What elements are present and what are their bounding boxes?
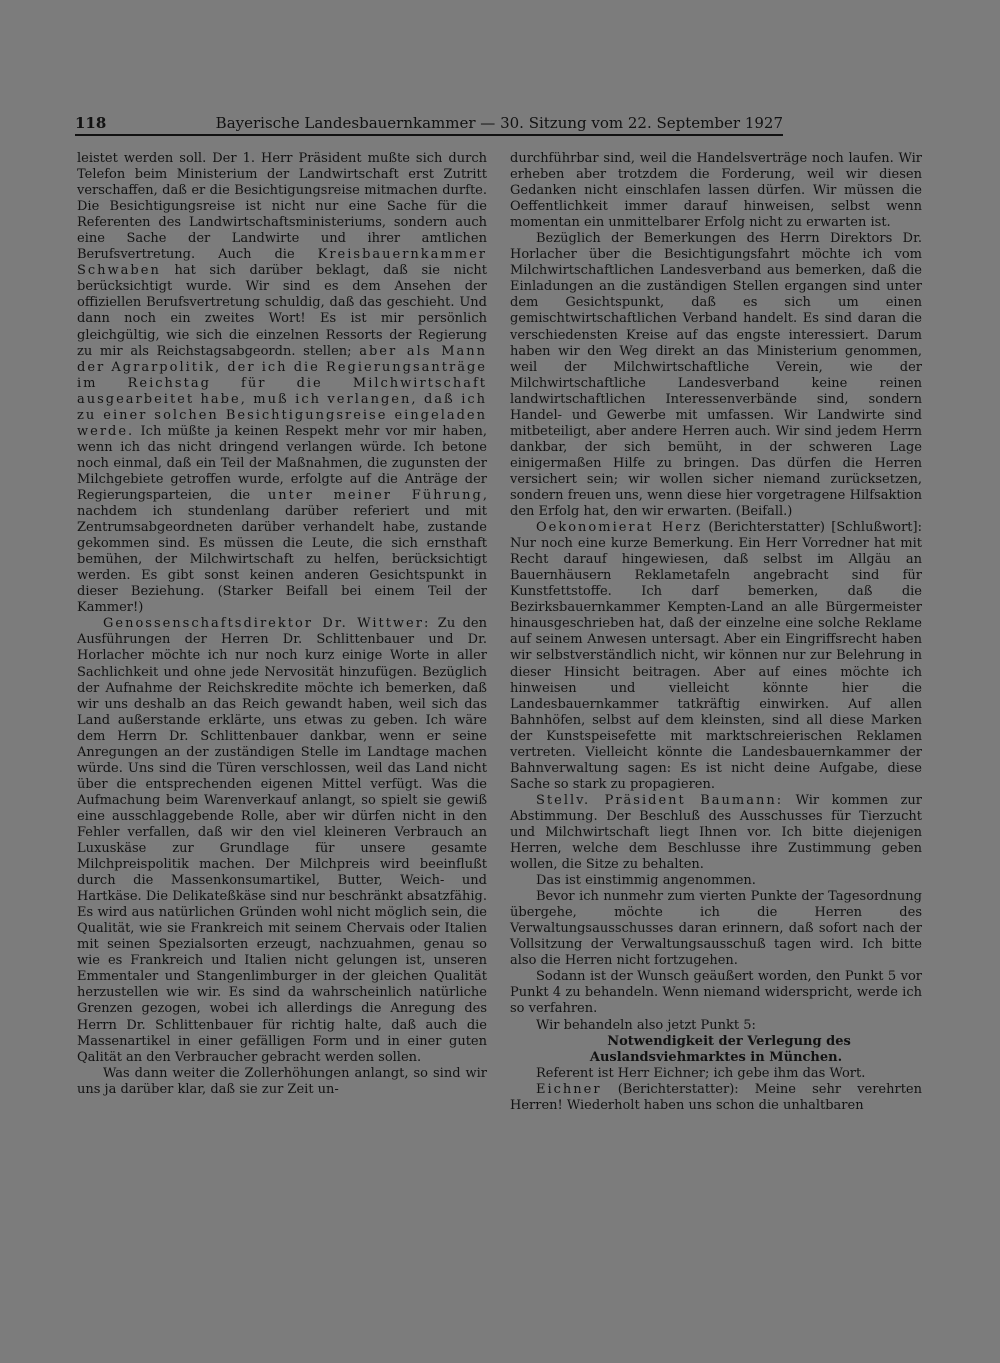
speaker-name: Oekonomierat Herz [536,520,703,536]
paragraph: Was dann weiter die Zollerhöhungen anlangt, so sind wir uns ja darüber klar, daß sie zur Zeit un- [77,1065,487,1097]
spaced-text: unter meiner Führung [267,487,483,503]
text-run: hat sich darüber beklagt, daß sie nicht berücksichtigt wurde. Wir sind es dem Ansehen der offiziellen Berufsvertretung schuldig, daß das geschieht. Und dann noch ein zweites Wort! Es ist mir persönlich gleichgültig, wie sich die einzelnen Ressorts der Regierung zu mir als Reichstagsabgeordn. stellen; [77,263,487,359]
paragraph: Bezüglich der Bemerkungen des Herrn Direktors Dr. Horlacher über die Besichtigungsfahrt möchte ich vom Milchwirtschaftlichen Landesverband aus bemerken, daß die Einladungen an die zuständigen Stellen ergangen sind unter dem Gesichtspunkt, daß es sich um einen gemischtwirtschaftlichen Verband handelt. Es sind daran die verschiedensten Kreise auf das engste interessiert. Darum haben wir den Weg direkt an das Ministerium genommen, weil der Milchwirtschaftliche Verein, wie der Milchwirtschaftliche Landesverband keine reinen landwirtschaftlichen Interessenverbände sind, sondern Handel- und Gewerbe mit umfassen. Wir Landwirte sind mitbeteiligt, aber andere Herren auch. Wir sind jedem Herrn dankbar, der sich bemüht, in der schweren Lage einigermaßen Hilfe zu bringen. Das dürfen die Herren versichert sein; wir wollen sicher niemand zurücksetzen, sondern freuen uns, wenn diese hier vorgetragene Hilfsaktion den Erfolg hat, den wir erwarten. (Beifall.) [510,231,922,520]
paragraph [77,616,487,1065]
section-heading: Notwendigkeit der Verlegung des Auslandsviehmarktes in München. [589,1033,851,1065]
text-run: Ich müßte ja keinen Respekt mehr vor mir haben, wenn ich das nicht dringend verlangen würde. Ich betone noch einmal, daß ein Teil der Maßnahmen, die zugunsten der Milchgebiete getroffen wurde, erfolgte auf die Anträge der Regierungsparteien, die [77,423,487,503]
header-rule [75,134,783,136]
right-column [510,151,922,1114]
paragraph [510,520,922,793]
text-run: Zu den Ausführungen der Herren Dr. Schlittenbauer und Dr. Horlacher möchte ich nur noch kurz einige Worte in aller Sachlichkeit und ohne jede Nervosität hinzufügen. Bezüglich der Aufnahme der Reichskredite möchte ich bemerken, daß wir uns deshalb an das Reich gewandt haben, weil sich das Land außerstande erklärte, uns etwas zu geben. Ich wäre dem Herrn Dr. Schlittenbauer dankbar, wenn er seine Anregungen an der zuständigen Stelle im Landtage machen würde. Uns sind die Türen verschlossen, weil das Land nicht über die entsprechenden eigenen Mittel verfügt. Was die Aufmachung beim Warenverkauf anlangt, so spielt sie gewiß eine ausschlaggebende Rolle, aber wir dürfen nicht in den Fehler verfallen, daß wir den viel kleineren Verbrauch an Luxuskäse zur Grundlage für unsere gesamte Milchpreispolitik machen. Der Milchpreis wird beeinflußt durch die Massenkonsumartikel, Butter, Weich- und Hartkäse. Die Delikateßkäse sind nur beschränkt absatzfähig. Es wird aus natürlichen Gründen wohl nicht möglich sein, die Qualität, wie sie Frankreich mit seinem Chervais oder Italien mit seinen Spezialsorten erzeugt, nachzuahmen, genau so wie es Frankreich und Italien nicht gelungen ist, unseren Emmentaler und Stangenlimburger in der gleichen Qualität herzustellen wie wir. Es sind da wahrscheinlich natürliche Grenzen gezogen, wobei ich allerdings die Anregung des Herrn Dr. Schlittenbauer für richtig halte, daß auch die Massenartikel in einer gefälligen Form und in einer guten Qalität an den Verbraucher gebracht werden sollen. [77,616,488,1065]
spaced-text: Kreisbauernkammer Schwaben [77,247,487,279]
text-run: , nachdem ich stundenlang darüber referiert und mit Zentrumsabgeordneten darüber verhandelt habe, zustande gekommen sind. Es müssen die Leute, die sich ernsthaft bemühen, der Milchwirtschaft zu helfen, berücksichtigt werden. Es gibt sonst keinen anderen Gesichtspunkt in dieser Beziehung. (Starker Beifall bei einem Teil der Kammer!) [77,487,487,616]
speaker-name: Stellv. Präsident Baumann: [536,792,784,808]
spaced-text: aber als Mann der Agrarpolitik, der ich die Regierungsanträge im Reichstag für die Milchwirtschaft ausgearbeitet habe, muß ich verlangen, daß ich zu einer solchen Besichtigungsreise eingeladen werde. [77,343,487,439]
text-run: (Berichterstatter) [Schlußwort]: Nur noch eine kurze Bemerkung. Ein Herr Vorredner hat mit Recht darauf hingewiesen, daß selbst im Allgäu an Bauernhäusern Reklametafeln angebracht sind für Kunstfettstoffe. Ich darf bemerken, daß die Bezirksbauernkammer Kempten-Land an alle Bürgermeister hinausgeschrieben hat, daß der einzelne eine solche Reklame auf seinem Anwesen untersagt. Aber ein Eingriffsrecht haben wir selbstverständlich nicht, wir können nur zur Belehrung in dieser Hinsicht beitragen. Aber auf eines möchte ich hinweisen und vielleicht könnte hier die Landesbauernkammer tatkräftig einwirken. Auf allen Bahnhöfen, selbst auf dem kleinsten, sind all diese Marken der Kunstspeisefette mit marktschreierischen Reklamen vertreten. Vielleicht könnte die Landesbauernkammer der Bahnverwaltung sagen: Es ist nicht deine Aufgabe, diese Sache so stark zu propagieren. [510,520,922,792]
left-column [77,151,487,1098]
page-header [75,114,783,136]
speaker-name: Genossenschaftsdirektor Dr. Wittwer: [103,616,431,632]
paragraph: Das ist einstimmig angenommen. [536,873,756,889]
text-run: leistet werden soll. Der 1. Herr Präsident mußte sich durch Telefon beim Ministerium der Landwirtschaft erst Zutritt verschaffen, daß er die Besichtigungsreise mitmachen durfte. Die Besichtigungsreise ist nicht nur eine Sache für die Referenten des Landwirtschaftsministeriums, sondern auch eine Sache der Landwirte und ihrer amtlichen Berufsvertretung. Auch die [77,151,487,263]
running-title: Bayerische Landesbauernkammer — 30. Sitzung vom 22. September 1927 [215,114,783,132]
paragraph: Bevor ich nunmehr zum vierten Punkte der Tagesordnung übergehe, möchte ich die Herren des Verwaltungsausschusses daran erinnern, daß sofort nach der Vollsitzung der Verwaltungsausschuß tagen wird. Ich bitte also die Herren nicht fortzugehen. [510,889,922,969]
page-number: 118 [75,114,107,132]
text-run: (Berichterstatter): Meine sehr verehrten Herren! Wiederholt haben uns schon die unhaltbaren [510,1081,922,1113]
paragraph: Referent ist Herr Eichner; ich gebe ihm das Wort. [536,1065,866,1081]
paragraph [510,1082,922,1114]
paragraph: durchführbar sind, weil die Handelsverträge noch laufen. Wir erheben aber trotzdem die Forderung, weil wir diesen Gedanken nicht einschlafen lassen dürfen. Wir müssen die Oeffentlichkeit immer darauf hinweisen, selbst wenn momentan ein unmittelbarer Erfolg nicht zu erwarten ist. [510,151,922,231]
text-run: Wir kommen zur Abstimmung. Der Beschluß des Ausschusses für Tierzucht und Milchwirtschaft liegt Ihnen vor. Ich bitte diejenigen Herren, welche dem Beschlusse ihre Zustimmung geben wollen, die Sitze zu behalten. [510,792,923,873]
paragraph: Wir behandeln also jetzt Punkt 5: [536,1017,756,1033]
paragraph [510,793,922,873]
paragraph: Sodann ist der Wunsch geäußert worden, den Punkt 5 vor Punkt 4 zu behandeln. Wenn niemand widerspricht, werde ich so verfahren. [510,969,922,1017]
speaker-name: Eichner [536,1081,602,1097]
paragraph [77,151,487,616]
